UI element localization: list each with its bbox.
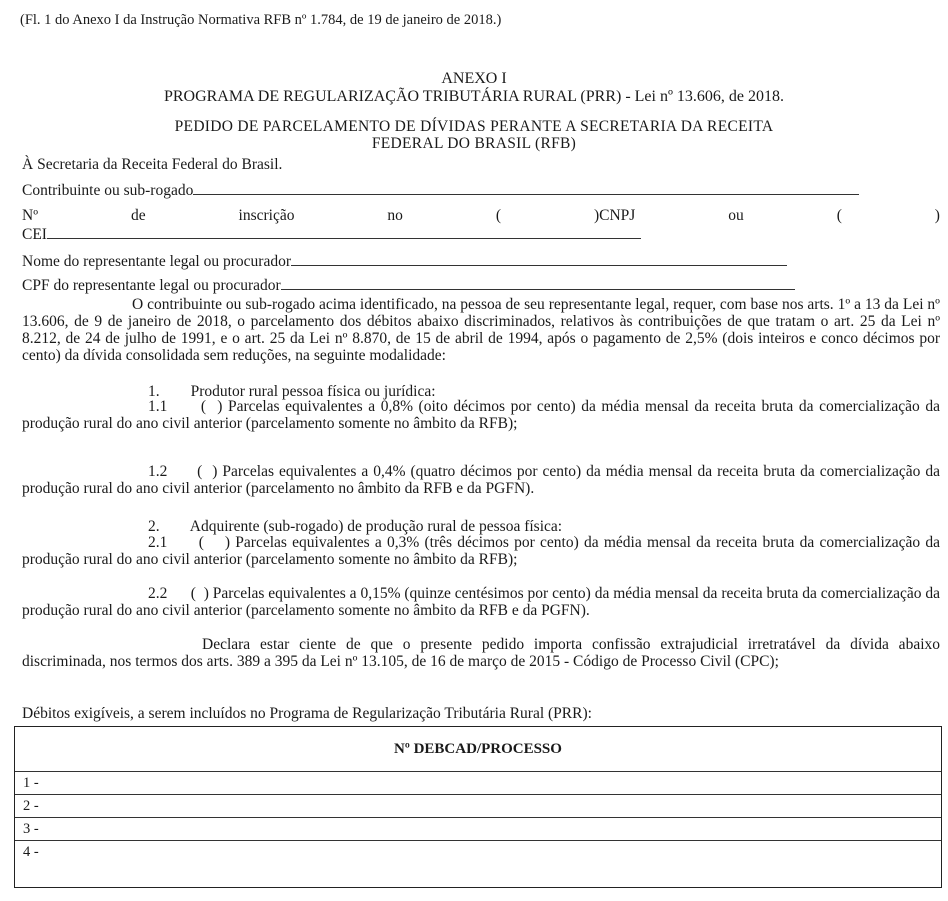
table-row[interactable]: 1 - — [15, 772, 941, 795]
item-2-title: 2. Adquirente (sub-rogado) de produção rural de pessoa física: — [148, 518, 563, 535]
inscription-word: de — [130, 207, 146, 224]
rep-name-row — [22, 251, 787, 270]
request-title-line1: PEDIDO DE PARCELAMENTO DE DÍVIDAS PERANTE A SECRETARIA DA RECEITA — [174, 118, 774, 135]
item-1-1: 1.1 ( ) Parcelas equivalentes a 0,8% (oito décimos por cento) da média mensal da receita bruta da comercialização da produção rural do ano civil anterior (parcelamento somente no âmbito da RFB); — [22, 398, 944, 432]
request-title-line2: FEDERAL DO BRASIL (RFB) — [371, 135, 577, 152]
cnpj-open-paren[interactable]: ( — [495, 207, 502, 224]
header-note: (Fl. 1 do Anexo I da Instrução Normativa RFB nº 1.784, de 19 de janeiro de 2018.) — [20, 12, 502, 28]
inscription-row — [22, 207, 940, 224]
rep-cpf-row — [22, 275, 795, 294]
debts-table — [14, 726, 942, 888]
program-title: PROGRAMA DE REGULARIZAÇÃO TRIBUTÁRIA RURAL (PRR) - Lei nº 13.606, de 2018. — [163, 88, 785, 105]
inscription-word: ou — [728, 207, 744, 224]
rep-cpf-field[interactable] — [281, 275, 795, 290]
inscription-word: no — [387, 207, 403, 224]
declaration-paragraph: Declara estar ciente de que o presente pedido importa confissão extrajudicial irretratável da dívida abaixo discriminada, nos termos dos arts. 389 a 395 da Lei nº 13.105, de 16 de março de 2015 - Código de Processo Civil (CPC); — [22, 636, 940, 670]
request-title — [0, 118, 948, 152]
table-row[interactable]: 3 - — [15, 818, 941, 841]
item-1-2: 1.2 ( ) Parcelas equivalentes a 0,4% (quatro décimos por cento) da média mensal da receita bruta da comercialização da produção rural do ano civil anterior (parcelamento no âmbito da RFB e da PGFN). — [22, 463, 944, 497]
rep-name-label: Nome do representante legal ou procurador — [22, 253, 291, 270]
taxpayer-field[interactable] — [193, 180, 859, 195]
inscription-word: inscrição — [238, 207, 295, 224]
cei-row — [22, 224, 641, 243]
taxpayer-label: Contribuinte ou sub-rogado — [22, 182, 194, 199]
item-1-title: 1. Produtor rural pessoa física ou jurídica: — [148, 383, 436, 400]
table-row[interactable]: 2 - — [15, 795, 941, 818]
addressee: À Secretaria da Receita Federal do Brasil. — [22, 156, 283, 173]
cnpj-checkbox-label: )CNPJ — [593, 207, 636, 224]
annex-title: ANEXO I — [441, 70, 507, 87]
inscription-word: Nº — [22, 207, 38, 224]
item-2-1: 2.1 ( ) Parcelas equivalentes a 0,3% (três décimos por cento) da média mensal da receita bruta da comercialização da produção rural do ano civil anterior (parcelamento somente no âmbito da RFB); — [22, 534, 944, 568]
table-row[interactable]: 4 - — [23, 844, 39, 860]
rep-name-field[interactable] — [291, 251, 787, 266]
taxpayer-row — [22, 180, 942, 199]
rep-cpf-label: CPF do representante legal ou procurador — [22, 277, 281, 294]
item-2-2: 2.2 ( ) Parcelas equivalentes a 0,15% (quinze centésimos por cento) da média mensal da receita bruta da comercialização da produção rural do ano civil anterior (parcelamento somente no âmbito da RFB e da PGFN). — [22, 585, 944, 619]
cei-close-paren: ) — [934, 207, 940, 224]
debts-label: Débitos exigíveis, a serem incluídos no Programa de Regularização Tributária Rural (PRR): — [22, 705, 592, 722]
inscription-number-field[interactable] — [47, 224, 641, 239]
table-header: Nº DEBCAD/PROCESSO — [15, 727, 941, 772]
cei-open-paren[interactable]: ( — [836, 207, 842, 224]
cei-label: CEI — [22, 226, 47, 243]
intro-paragraph: O contribuinte ou sub-rogado acima identificado, na pessoa de seu representante legal, requer, com base nos arts. 1º a 13 da Lei nº 13.606, de 9 de janeiro de 2018, o parcelamento dos débitos abaixo discriminados, relativos às contribuições de que tratam o art. 25 da Lei nº 8.212, de 24 de julho de 1991, e o art. 25 da Lei nº 8.870, de 15 de abril de 1994, após o pagamento de 2,5% (dois inteiros e conco décimos por cento) da dívida consolidada sem reduções, na seguinte modalidade: — [22, 296, 940, 364]
